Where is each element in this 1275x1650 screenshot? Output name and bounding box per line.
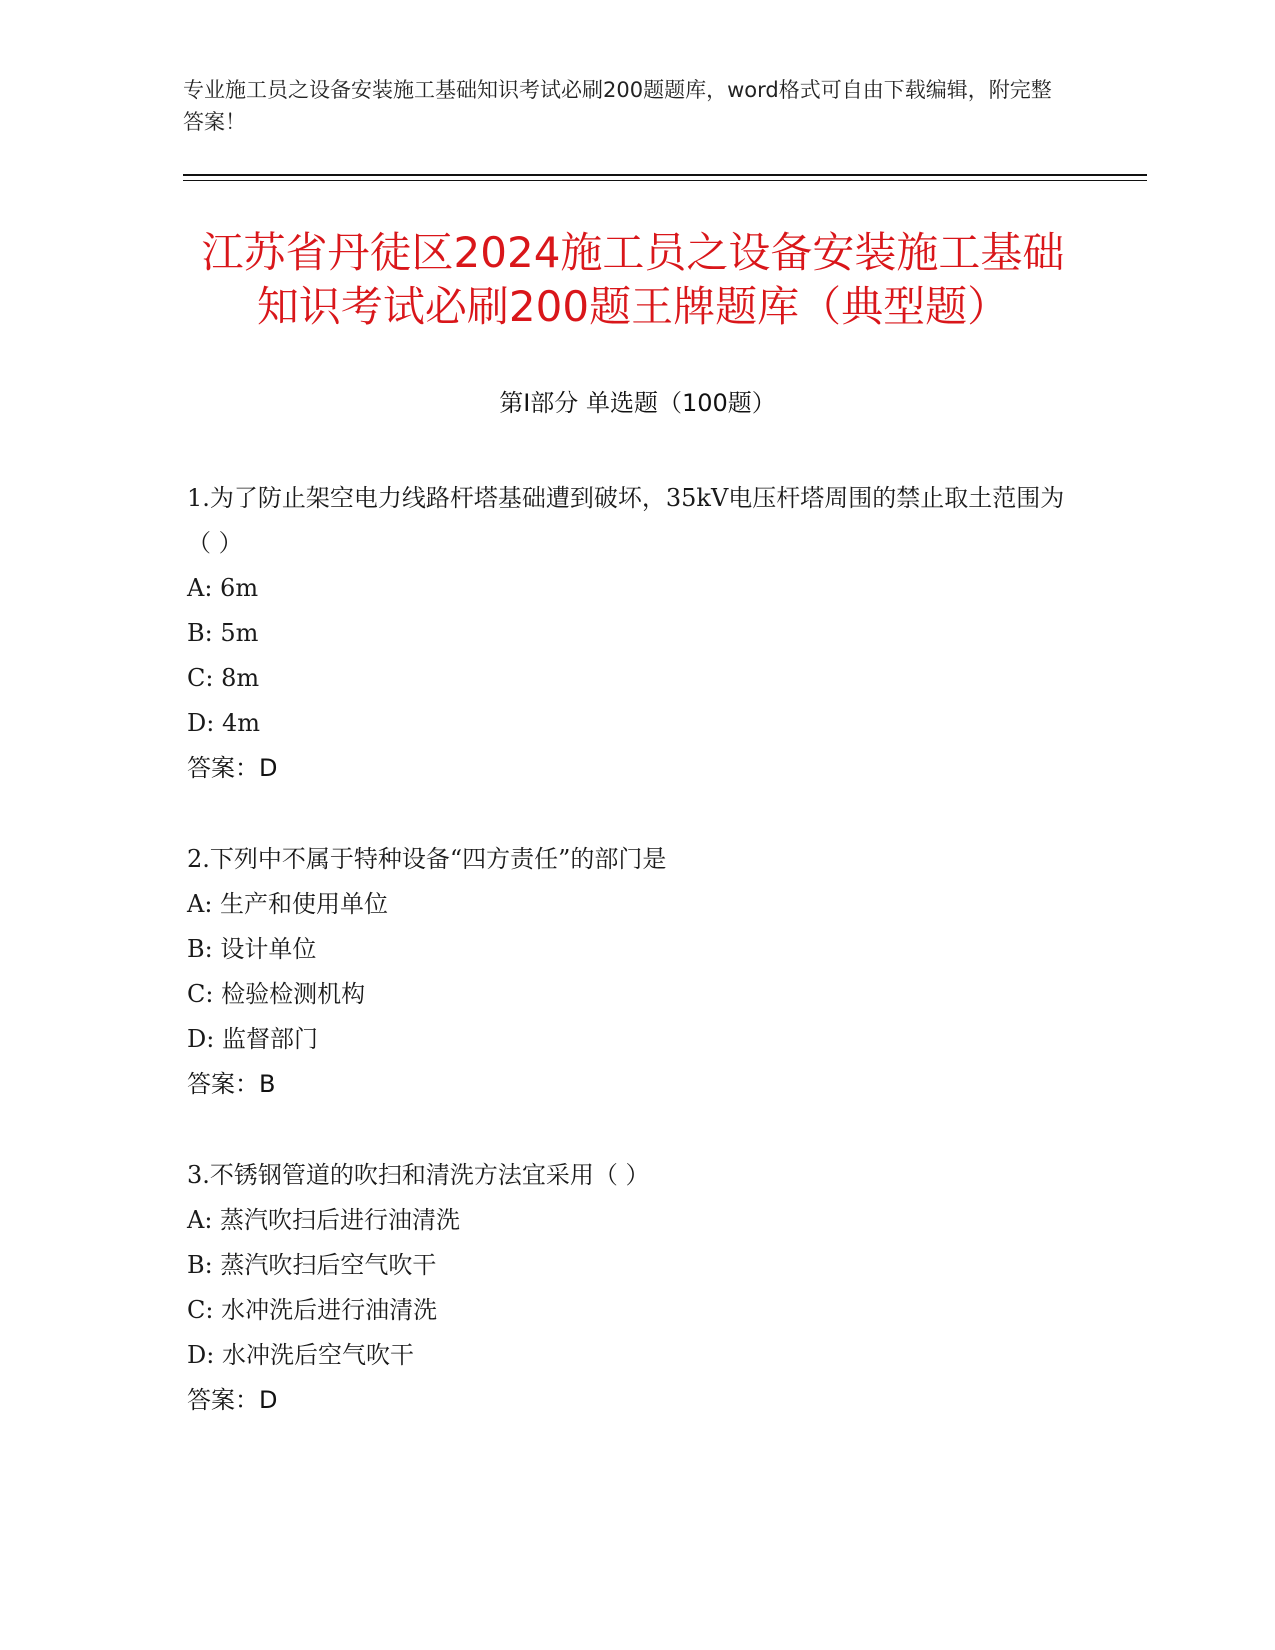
header-rule-thick <box>183 174 1147 176</box>
option-c: C: 8m <box>187 664 260 692</box>
question-stem: 3.不锈钢管道的吹扫和清洗方法宜采用（ ） <box>187 1161 650 1189</box>
answer: 答案：D <box>187 1386 278 1414</box>
question-2 <box>187 837 1077 1107</box>
answer: 答案：B <box>187 1070 276 1098</box>
question-stem: 2.下列中不属于特种设备“四方责任”的部门是 <box>187 845 667 873</box>
option-a: A: 生产和使用单位 <box>187 890 389 918</box>
header-rule-thin <box>183 180 1147 181</box>
option-c: C: 检验检测机构 <box>187 980 366 1008</box>
option-a: A: 6m <box>187 574 259 602</box>
section-title: 第I部分 单选题（100题） <box>499 389 776 417</box>
option-d: D: 水冲洗后空气吹干 <box>187 1341 414 1369</box>
question-list <box>187 476 1077 1469</box>
header-note: 专业施工员之设备安装施工基础知识考试必刷200题题库，word格式可自由下载编辑，附完整答案！ <box>183 78 1052 134</box>
option-c: C: 水冲洗后进行油清洗 <box>187 1296 438 1324</box>
question-stem: 1.为了防止架空电力线路杆塔基础遭到破坏，35kV电压杆塔周围的禁止取土范围为（ ） <box>187 484 1065 557</box>
option-b: B: 蒸汽吹扫后空气吹干 <box>187 1251 437 1279</box>
option-d: D: 4m <box>187 709 260 737</box>
question-3 <box>187 1153 1077 1423</box>
document-title: 江苏省丹徒区2024施工员之设备安装施工基础知识考试必刷200题王牌题库（典型题） <box>201 228 1065 331</box>
option-b: B: 设计单位 <box>187 935 317 963</box>
option-a: A: 蒸汽吹扫后进行油清洗 <box>187 1206 461 1234</box>
question-1 <box>187 476 1077 791</box>
answer: 答案：D <box>187 754 278 782</box>
option-b: B: 5m <box>187 619 259 647</box>
option-d: D: 监督部门 <box>187 1025 318 1053</box>
